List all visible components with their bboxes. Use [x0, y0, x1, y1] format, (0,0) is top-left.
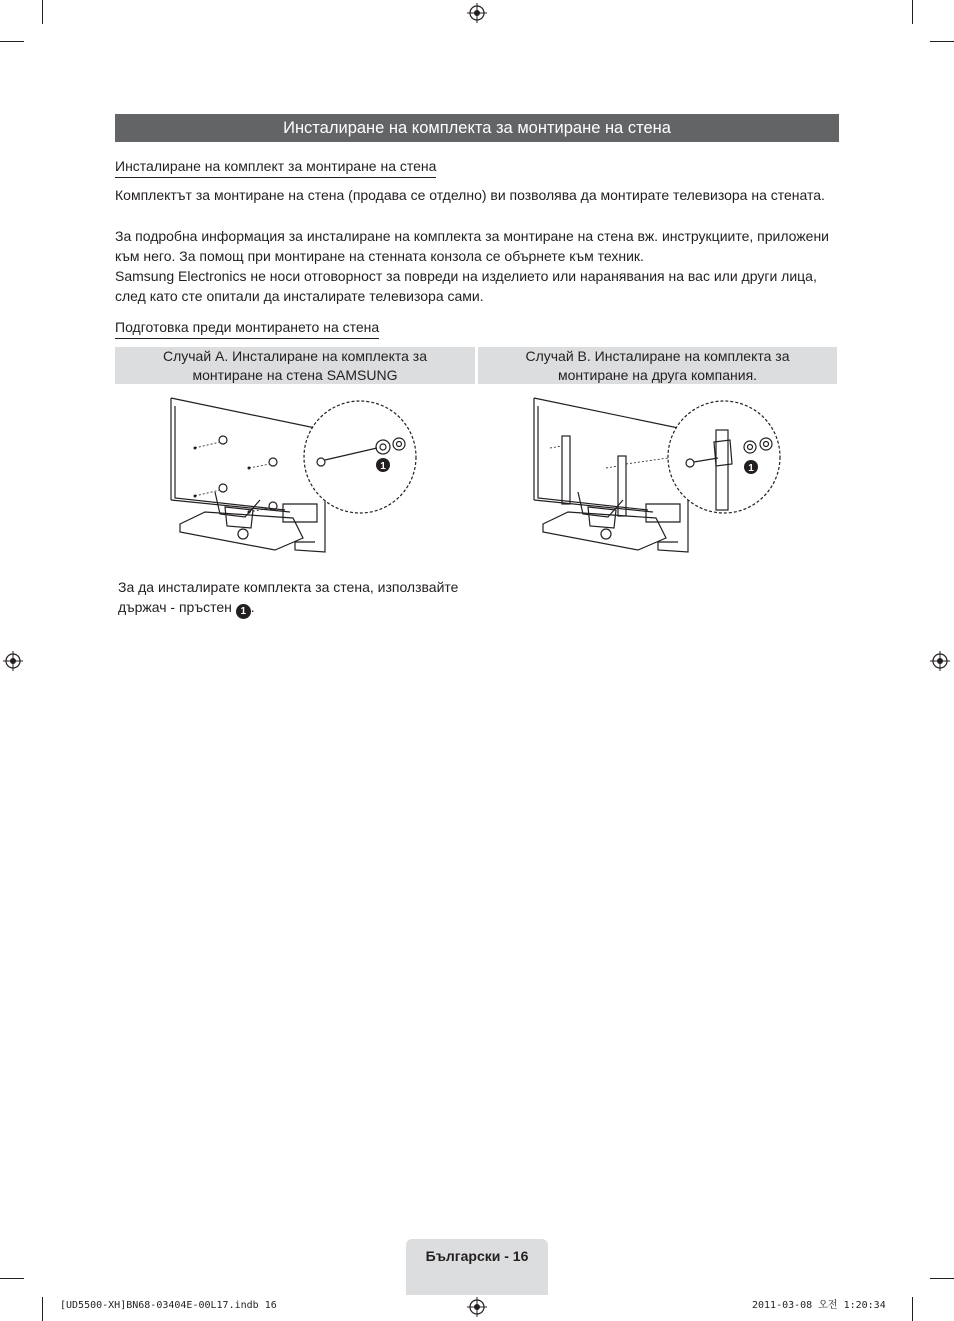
case-a-box [115, 347, 475, 384]
registration-mark-icon [467, 1297, 487, 1317]
figure-b-label: 1 [748, 463, 754, 474]
case-a-line2: монтиране на стена SAMSUNG [192, 366, 398, 383]
subsection-heading-install: Инсталиране на комплект за монтиране на стена [115, 157, 436, 178]
case-b-line1: Случай В. Инсталиране на комплекта за [525, 348, 790, 364]
caption-end: . [250, 598, 255, 615]
case-b-line2: монтиране на друга компания. [557, 366, 758, 383]
case-a-line1: Случай А. Инсталиране на комплекта за [162, 348, 428, 364]
subsection-heading-preparation: Подготовка преди монтирането на стена [115, 318, 379, 339]
registration-mark-icon [3, 651, 23, 671]
crop-mark [930, 41, 954, 42]
crop-mark [42, 0, 43, 24]
tv-wall-mount-figure-a [165, 392, 425, 562]
paragraph-wall-kit-intro: Комплектът за монтиране на стена (продава се отделно) ви позволява да монтирате телевизора на стената. [115, 187, 825, 203]
caption-line2 [118, 598, 498, 619]
crop-mark [912, 0, 913, 24]
page-number-tab: Български - 16 [406, 1239, 548, 1295]
crop-mark [42, 1297, 43, 1321]
print-slug-left: [UD5500-XH]BN68-03404E-00L17.indb 16 [60, 1300, 277, 1311]
crop-mark [0, 1278, 24, 1279]
registration-mark-icon [930, 651, 950, 671]
paragraph-wall-kit-details: За подробна информация за инсталиране на комплекта за монтиране на стена вж. инструкциите, приложени към него. За помощ при монтиране на стенната конзола се обърнете към техник. [115, 228, 829, 264]
caption-line1: За да инсталирате комплекта за стена, използвайте [118, 579, 459, 595]
section-title: Инсталиране на комплекта за монтиране на стена [115, 114, 839, 142]
figure-caption [118, 578, 498, 619]
crop-mark [0, 41, 24, 42]
caption-badge: 1 [236, 604, 251, 619]
crop-mark [930, 1278, 954, 1279]
print-slug-right: 2011-03-08 오전 1:20:34 [752, 1300, 886, 1311]
figure-a-label: 1 [380, 461, 386, 472]
caption-line2-text: държач - пръстен [118, 598, 236, 615]
case-b-box [478, 347, 837, 384]
tv-wall-mount-figure-b [528, 392, 790, 562]
registration-mark-icon [467, 3, 487, 23]
crop-mark [912, 1297, 913, 1321]
paragraph-disclaimer: Samsung Electronics не носи отговорност за повреди на изделието или наранявания на вас или други лица, след като сте опитали да инсталирате телевизора сами. [115, 268, 817, 304]
